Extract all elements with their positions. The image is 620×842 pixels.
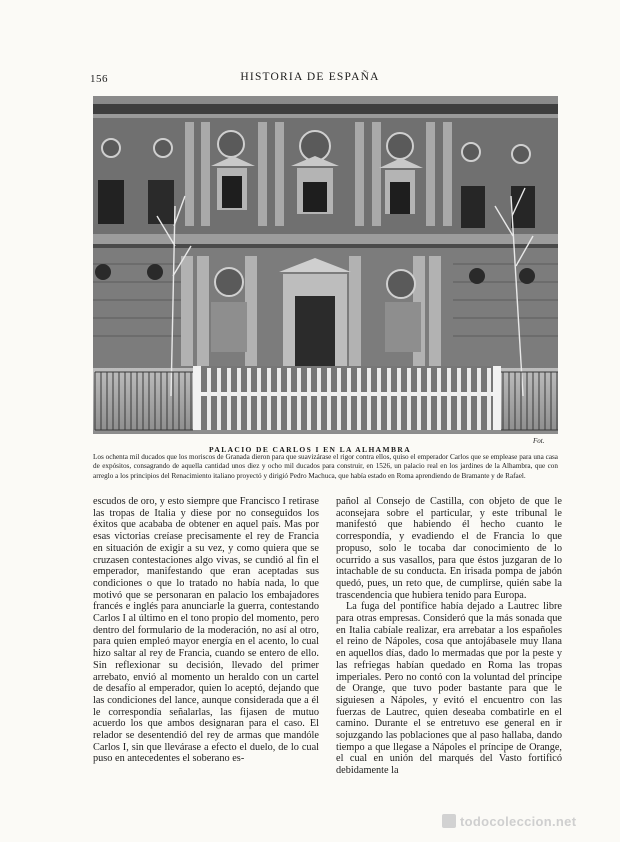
palace-photograph bbox=[93, 96, 558, 434]
right-paragraph: pañol al Consejo de Castilla, con objeto de que le aconsejara sobre el particular, y este tribunal le manifestó que habiendo él hecho cuanto le correspondía, y evadiendo el de Francia lo que propuso, solo le tocaba dar conocimiento de lo ocurrido a sus vasallos, para que éstos juzgaran de lo intachable de su conducta. En irisada pompa de jabón quedó, pues, un reto que, de cumplirse, quién sabe la trascendencia que hubiera tenido para Europa. bbox=[336, 496, 562, 601]
watermark-text: todocoleccion.net bbox=[460, 814, 577, 829]
page-number: 156 bbox=[90, 73, 108, 85]
left-column bbox=[93, 496, 319, 765]
right-column bbox=[336, 496, 562, 777]
left-paragraph: escudos de oro, y esto siempre que Francisco I retirase las tropas de Italia y diese por no conseguidos los éxitos que acababa de obtener en aquel país. Mas por esas victorias creíase precisamente el rey de Francia en situación de exigir a su vez, y como quiera que se cruzasen contestaciones algo vivas, se cundió al fin el emperador, manifestando que eran aceptadas sus condiciones o que lo tratado no había nada, lo que motivó que se personaran en palacio los embajadores francés e inglés para anunciarle la guerra, contestando Carlos I al último en el tono propio del momento, pero dentro del formulario de la moderación, no así al otro, para quien empleó mayor energía en el acento, lo cual hizo saltar al rey de Francia, cuando se entero de ello. Sin reflexionar su decisión, llevado del primer arrebato, envió al momento un heraldo con un cartel de desafío al emperador, quien lo aceptó, dejando que las condiciones del lance, aunque considerada que a él le correspondía señalarlas, las fijasen de mutuo acuerdo los que ambos designaran para el caso. El relador se desentendió del rey de armas que mandóle Carlos I, sin que llevárase a efecto el duelo, de lo cual puso en antecedentes el soberano es- bbox=[93, 496, 319, 765]
watermark bbox=[442, 814, 576, 829]
photo-credit: Fot. bbox=[533, 437, 545, 445]
caption-title: PALACIO DE CARLOS I EN LA ALHAMBRA bbox=[208, 445, 412, 454]
right-paragraph: La fuga del pontífice había dejado a Lautrec libre para otras empresas. Consideró que la más sonada que en Italia cabíale realizar, era arrebatar a los españoles el reino de Nápoles, cosa que antojábasele muy llana en aquellos días, dado lo mermadas que por la peste y las refriegas habían quedado en Roma las tropas imperiales. Pero no contó con la voluntad del príncipe de Orange, que tuvo poder bastante para que le siguiesen a Nápoles, y evitó el encuentro con las fuerzas de Lautrec, quien deseaba combatirle en el camino. Durante el se entretuvo ese general en ir sojuzgando las poblaciones que al paso hallaba, dando tiempo a que llegase a Nápoles el príncipe de Orange, el cual en unión del marqués del Vasto fortificó debidamente la bbox=[336, 601, 562, 777]
running-title: HISTORIA DE ESPAÑA bbox=[240, 71, 380, 83]
caption-text: Los ochenta mil ducados que los moriscos de Granada dieron para que suavizárase el rigor contra ellos, quiso el emperador Carlos que se emplease para una casa de expósitos, consagrando de aquella cantidad unos diez y ocho mil ducados para construir, en 1526, un palacio real en los jardines de la Alhambra, que con arreglo a los principios del Renacimiento italiano proyectó y dirigió Pedro Machuca, que había estado en Roma aprendiendo de Bramante y de Rafael. bbox=[93, 453, 558, 480]
watermark-logo-icon bbox=[442, 814, 456, 828]
